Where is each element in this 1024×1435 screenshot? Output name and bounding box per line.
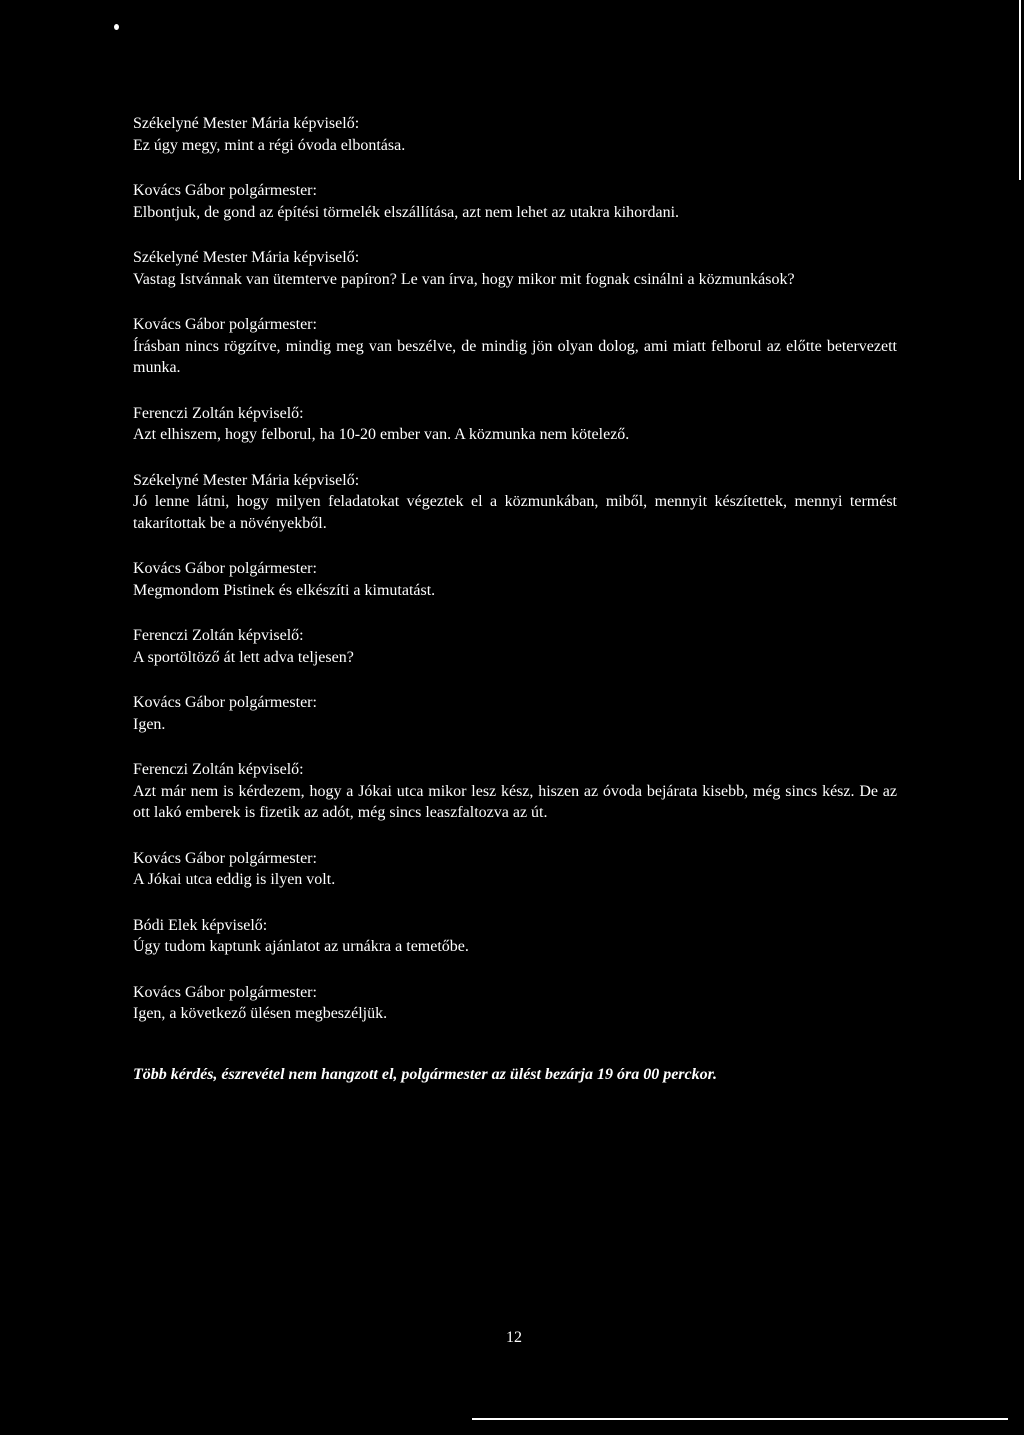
speech-text: Ez úgy megy, mint a régi óvoda elbontása. <box>133 136 406 154</box>
speech-text: Elbontjuk, de gond az építési törmelék elszállítása, azt nem lehet az utakra kihordani. <box>133 203 680 221</box>
speech-text: A Jókai utca eddig is ilyen volt. <box>133 871 336 888</box>
speaker-label: Kovács Gábor polgármester: <box>133 560 317 577</box>
minutes-entry <box>133 759 897 824</box>
speech-text: Azt elhiszem, hogy felborul, ha 10-20 ember van. A közmunka nem kötelező. <box>133 426 630 443</box>
minutes-entry <box>133 113 897 156</box>
speaker-label: Kovács Gábor polgármester: <box>133 694 317 711</box>
scan-artifact-dot <box>114 24 119 30</box>
speaker-label: Székelyné Mester Mária képviselő: <box>133 471 360 489</box>
speaker-label: Ferenczi Zoltán képviselő: <box>133 761 304 778</box>
speaker-label: Székelyné Mester Mária képviselő: <box>133 115 360 132</box>
speaker-label: Kovács Gábor polgármester: <box>133 182 317 199</box>
speech-text: Igen, a következő ülésen megbeszéljük. <box>133 1005 388 1022</box>
speaker-label: Ferenczi Zoltán képviselő: <box>133 627 304 644</box>
speaker-label: Ferenczi Zoltán képviselő: <box>133 404 304 422</box>
minutes-entry <box>133 558 897 601</box>
scan-bottom-rule <box>472 1418 1008 1420</box>
speech-text: Vastag Istvánnak van ütemterve papíron? Le van írva, hogy mikor mit fognak csinálni a közmunkások? <box>133 270 795 288</box>
speech-text: Azt már nem is kérdezem, hogy a Jókai utca mikor lesz kész, hiszen az óvoda bejárata kisebb, még sincs kész. De az ott lakó emberek is fizetik az adót, még sincs leaszfaltozva az út. <box>133 782 897 821</box>
minutes-entry <box>133 247 897 290</box>
speaker-label: Kovács Gábor polgármester: <box>133 849 317 867</box>
scan-edge-line <box>1019 0 1021 180</box>
minutes-entry <box>133 314 897 379</box>
minutes-entry <box>133 915 897 958</box>
minutes-entry <box>133 982 897 1025</box>
minutes-entry <box>133 848 897 891</box>
page-number: 12 <box>506 1329 522 1346</box>
speech-text: A sportöltöző át lett adva teljesen? <box>133 648 354 666</box>
speech-text: Úgy tudom kaptunk ajánlatot az urnákra a temetőbe. <box>133 938 469 955</box>
speech-text: Igen. <box>133 715 166 733</box>
speech-text: Írásban nincs rögzítve, mindig meg van beszélve, de mindig jön olyan dolog, ami miatt felborul az előtte betervezett munka. <box>133 337 897 376</box>
speech-text: Megmondom Pistinek és elkészíti a kimutatást. <box>133 581 436 599</box>
minutes-entry <box>133 692 897 735</box>
speech-text: Jó lenne látni, hogy milyen feladatokat végeztek el a közmunkában, miből, mennyit készítettek, mennyi termést takarítottak be a növényekből. <box>133 493 897 532</box>
minutes-body <box>133 113 897 1049</box>
speaker-label: Székelyné Mester Mária képviselő: <box>133 249 360 266</box>
minutes-entry <box>133 470 897 535</box>
minutes-entry <box>133 180 897 223</box>
speaker-label: Bódi Elek képviselő: <box>133 916 268 934</box>
closing-statement: Több kérdés, észrevétel nem hangzott el, polgármester az ülést bezárja 19 óra 00 perckor. <box>133 1066 717 1083</box>
speaker-label: Kovács Gábor polgármester: <box>133 316 317 333</box>
speaker-label: Kovács Gábor polgármester: <box>133 983 317 1001</box>
minutes-entry <box>133 403 897 446</box>
minutes-entry <box>133 625 897 668</box>
